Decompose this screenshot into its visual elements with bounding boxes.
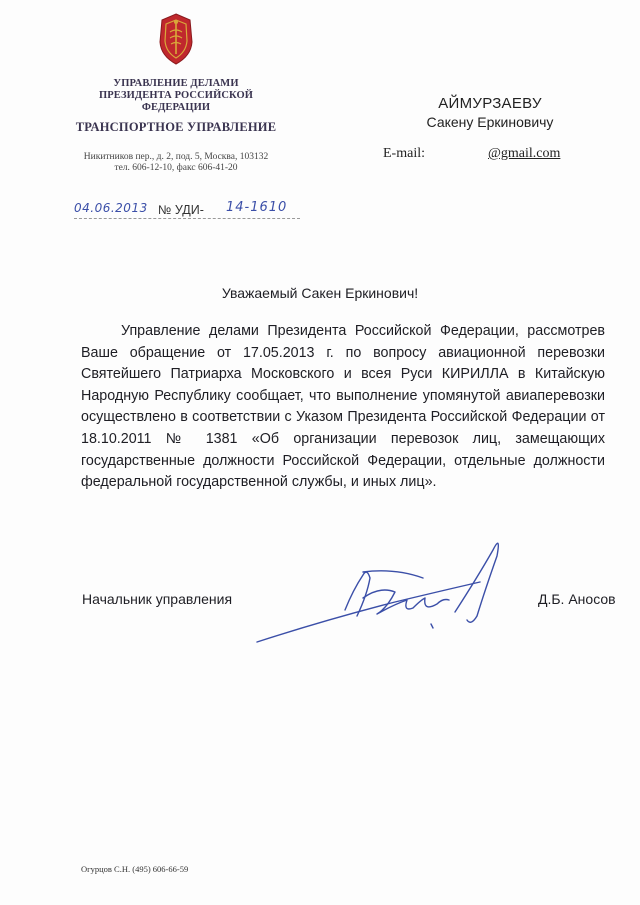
salutation: Уважаемый Сакен Еркинович!: [221, 285, 419, 301]
registration-number-prefix: № УДИ-: [158, 203, 204, 217]
registration-date: 04.06.2013: [74, 201, 148, 215]
addressee-block: [380, 95, 600, 131]
org-name-line-1: УПРАВЛЕНИЕ ДЕЛАМИ: [113, 78, 239, 89]
registration-line: [74, 200, 304, 225]
executor-contact: Огурцов С.Н. (495) 606-66-59: [81, 864, 189, 874]
department-name: ТРАНСПОРТНОЕ УПРАВЛЕНИЕ: [75, 120, 277, 134]
org-name-line-2: ПРЕЗИДЕНТА РОССИЙСКОЙ ФЕДЕРАЦИИ: [98, 90, 254, 113]
letter-body: Управление делами Президента Российской Федерации, рассмотрев Ваше обращение от 17.05.2013 г. по вопросу авиационной перевозки Святейшего Патриарха Московского и всея Руси КИРИЛЛА в Китайскую Народную Республику сообщает, что выполнение упомянутой авиаперевозки осуществлено в соответствии с Указом Президента Российской Федерации от 18.10.2011 № 1381 «Об организации перевозок лиц, замещающих государственные должности Российской Федерации, отдельные должности федеральной государственной службы, и иных лиц».: [81, 323, 605, 491]
email-label: E-mail:: [383, 146, 425, 161]
addressee-name: Сакену Еркиновичу: [426, 114, 554, 130]
registration-number: 14-1610: [226, 200, 288, 215]
email-value[interactable]: @gmail.com: [488, 146, 561, 161]
signer-title: Начальник управления: [82, 591, 233, 607]
org-address-line-2: тел. 606-12-10, факс 606-41-20: [114, 163, 238, 173]
addressee-surname: АЙМУРЗАЕВУ: [438, 95, 542, 112]
org-address-line-1: Никитников пер., д. 2, под. 5, Москва, 103132: [83, 152, 269, 162]
signer-name: Д.Б. Аносов: [538, 591, 616, 607]
registration-underline: [74, 218, 300, 219]
handwritten-signature-icon: [245, 520, 545, 660]
organization-header: [70, 78, 282, 174]
coat-of-arms-emblem-icon: [157, 12, 195, 66]
